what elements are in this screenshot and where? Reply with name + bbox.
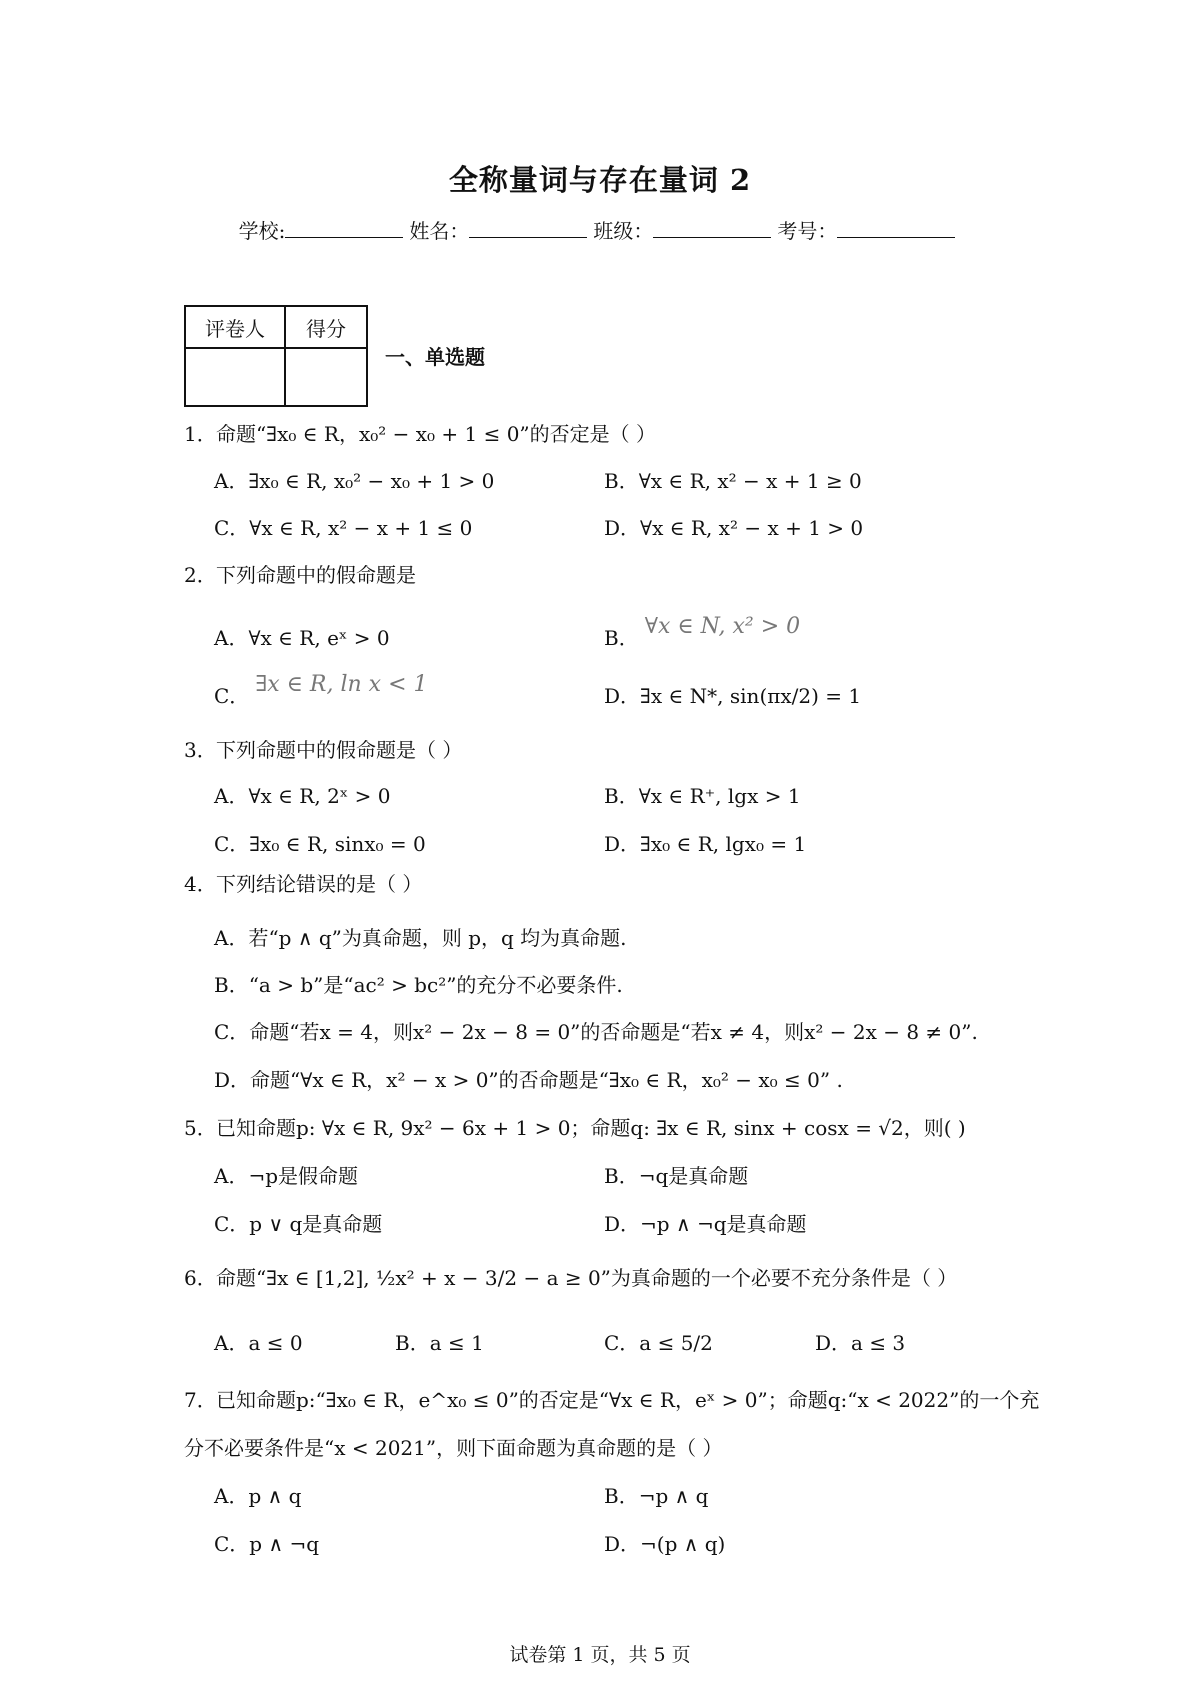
question-7-continued: 分不必要条件是“x < 2021”，则下面命题为真命题的是（ ） <box>184 1436 723 1460</box>
formula-image-b: ∀x ∈ N, x² > 0 <box>644 614 801 639</box>
school-blank <box>285 223 403 238</box>
option-d: D．命题“∀x ∈ R，x² − x > 0”的否命题是“∃x₀ ∈ R，x₀² − x₀ ≤ 0” . <box>214 1068 843 1092</box>
question-number: 3． <box>184 738 217 762</box>
option-c: C．∀x ∈ R, x² − x + 1 ≤ 0 <box>214 516 473 540</box>
formula-image-c: ∃x ∈ R, ln x < 1 <box>255 672 428 697</box>
option-c: C． ∃x ∈ R, ln x < 1 <box>214 672 428 708</box>
question-2 <box>184 559 416 588</box>
exam-no-blank <box>837 223 955 238</box>
option-d: D．¬p ∧ ¬q是真命题 <box>604 1212 807 1236</box>
option-d: D．¬(p ∧ q) <box>604 1532 726 1556</box>
question-number: 1． <box>184 422 217 446</box>
option-a: A．¬p是假命题 <box>214 1164 359 1188</box>
option-d: D．∃x ∈ N*, sin(πx/2) = 1 <box>604 684 862 708</box>
option-b: B．¬q是真命题 <box>604 1164 749 1188</box>
option-b: B．¬p ∧ q <box>604 1484 709 1508</box>
question-stem: 下列结论错误的是（ ） <box>216 872 423 896</box>
option-a: A．p ∧ q <box>214 1484 302 1508</box>
school-label: 学校: <box>238 219 286 243</box>
score-table <box>184 305 368 407</box>
option-a: A．a ≤ 0 <box>214 1331 303 1355</box>
score-cell <box>285 348 367 406</box>
grader-cell <box>185 348 285 406</box>
question-stem: 已知命题p: ∀x ∈ R, 9x² − 6x + 1 > 0；命题q: ∃x ∈ R, sinx + cosx = √2，则( ) <box>216 1116 966 1140</box>
question-number: 6． <box>184 1266 217 1290</box>
score-header: 得分 <box>285 306 367 348</box>
option-b: B．“a > b”是“ac² > bc²”的充分不必要条件. <box>214 973 623 997</box>
question-stem: 已知命题p:“∃x₀ ∈ R，e^x₀ ≤ 0”的否定是“∀x ∈ R，eˣ > 0”；命题q:“x < 2022”的一个充 <box>216 1388 1040 1412</box>
question-7 <box>184 1384 1039 1413</box>
option-b: B．∀x ∈ R, x² − x + 1 ≥ 0 <box>604 469 862 493</box>
question-number: 7． <box>184 1388 217 1412</box>
question-stem: 下列命题中的假命题是（ ） <box>216 738 463 762</box>
name-label: 姓名： <box>409 219 470 243</box>
option-c: C．∃x₀ ∈ R, sinx₀ = 0 <box>214 832 426 856</box>
option-b: B． ∀x ∈ N, x² > 0 <box>604 614 801 650</box>
question-number: 4． <box>184 872 217 896</box>
exam-no-label: 考号： <box>777 219 838 243</box>
option-b: B．a ≤ 1 <box>395 1331 484 1355</box>
grader-header: 评卷人 <box>185 306 285 348</box>
class-blank <box>653 223 771 238</box>
option-b: B．∀x ∈ R⁺, lgx > 1 <box>604 784 801 808</box>
option-a: A．∀x ∈ R, 2ˣ > 0 <box>214 784 391 808</box>
option-d: D．∀x ∈ R, x² − x + 1 > 0 <box>604 516 864 540</box>
option-d: D．a ≤ 3 <box>815 1331 906 1355</box>
question-1 <box>184 418 656 447</box>
question-stem: 下列命题中的假命题是 <box>216 563 416 587</box>
name-blank <box>469 223 587 238</box>
option-d: D．∃x₀ ∈ R, lgx₀ = 1 <box>604 832 807 856</box>
question-stem: 命题“∃x₀ ∈ R，x₀² − x₀ + 1 ≤ 0”的否定是（ ） <box>216 422 657 446</box>
option-a: A．∃x₀ ∈ R, x₀² − x₀ + 1 > 0 <box>214 469 495 493</box>
question-number: 5． <box>184 1116 217 1140</box>
option-c: C．a ≤ 5/2 <box>604 1331 713 1355</box>
option-a: A．∀x ∈ R, eˣ > 0 <box>214 626 390 650</box>
page-title: 全称量词与存在量词 2 <box>448 163 752 197</box>
question-6 <box>184 1262 957 1291</box>
section-title: 一、单选题 <box>385 345 485 369</box>
question-4 <box>184 868 422 897</box>
student-info-line <box>0 215 1200 244</box>
page-footer: 试卷第 1 页，共 5 页 <box>509 1644 691 1666</box>
question-3 <box>184 734 462 763</box>
question-5 <box>184 1112 966 1141</box>
option-c: C．p ∨ q是真命题 <box>214 1212 383 1236</box>
class-label: 班级： <box>593 219 654 243</box>
option-c: C．p ∧ ¬q <box>214 1532 320 1556</box>
option-c: C．命题“若x = 4，则x² − 2x − 8 = 0”的否命题是“若x ≠ 4，则x² − 2x − 8 ≠ 0”. <box>214 1020 978 1044</box>
question-stem: 命题“∃x ∈ [1,2], ½x² + x − 3/2 − a ≥ 0”为真命题的一个必要不充分条件是（ ） <box>216 1266 958 1290</box>
question-number: 2． <box>184 563 217 587</box>
option-a: A．若“p ∧ q”为真命题，则 p，q 均为真命题. <box>214 926 627 950</box>
